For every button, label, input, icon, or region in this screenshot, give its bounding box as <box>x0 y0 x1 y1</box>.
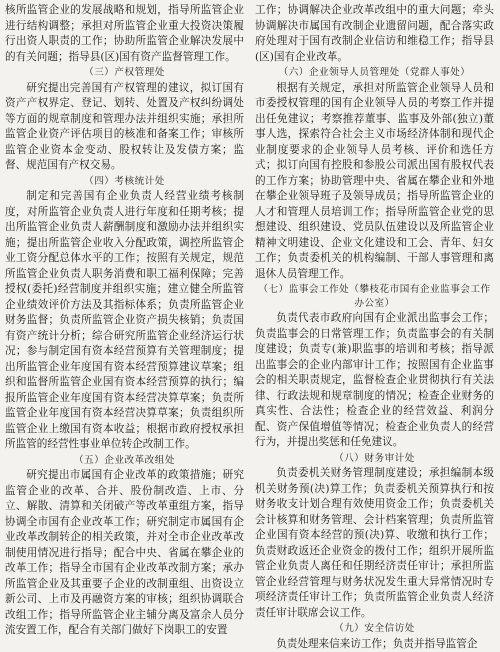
section-heading: （三）产权管理处 <box>5 65 244 81</box>
left-column <box>5 3 244 604</box>
body-paragraph: 工作；协调解决企业改革改组中的重大问题；牵头协调解决市属国有改制企业遗留问题，配合落实政府处理对于国有改制企业信访和维稳工作；指导县(区)国有企业改革。 <box>255 3 494 65</box>
body-paragraph: 核所监管企业的发展战略和规划，指导所监管企业进行结构调整；承担对所监管企业重大投资决策履行出资人职责的工作；协助所监管企业解决发展中的有关问题；指导县(区)国有资产监督管理工作。 <box>5 3 244 65</box>
body-paragraph: 研究提出市属国有企业改革的政策措施；研究监管企业的改革、合并、股份制改造、上市、分立、解散、清算和关闭破产等改革重组方案，指导协调全市国有企业改革工作；研究制定市属国有企业改革改制转企的相关政策，并对全市企业改革改制使用情况进行指导；配合中央、省属在攀企业的改革工作；指导全市国有企业改革改制方案；承办所监管企业及其重要子企业的改制重组、出资设立新公司、上市及再融资方案的审核；组织协调联合改组工作；指导所监管企业主辅分离及富余人员分流安置工作，配合有关部门做好下岗职工的安置 <box>5 468 244 639</box>
section-heading: （四）考核统计处 <box>5 174 244 190</box>
body-paragraph: 负责委机关财务管理制度建设；承担编制本级机关财务预(决)算工作；负责委机关预算执行和按财务收支计划合理有效使用资金工作；负责委机关会计核算和财务管理、会计档案管理；负责所监管企业国有资本经营的预(决)算、收缴和执行工作；负责财政返还企业资金的拨付工作；组织开展所监管企业负责人离任和任期经济责任审计；承担所监管企业经营管理与财务状况发生重大异常情况时专项经济责任审计工作；负责所监管企业负责人经济责任审计联席会议工作。 <box>255 466 494 621</box>
section-heading: （七）监事会工作处（攀枝花市国有企业监事会工作办公室） <box>255 282 494 311</box>
section-heading: （五）企业改革改组处 <box>5 453 244 469</box>
body-paragraph: 负责代表市政府向国有企业派出监事会工作；负责监事会的日常管理工作；负责监事会的有关制度建设；负责专(兼)职监事的培训和考核；指导派出监事会的企业内部审计工作；按照国有企业监事会的相关职责规定，监督检查企业贯彻执行有关法律、行政法规和规章制度的情况；检查企业财务的真实性、合法性；检查企业的经营效益、利润分配、资产保值增值等情况；检查企业负责人的经营行为，并提出奖惩和任免建议。 <box>255 311 494 451</box>
section-heading: （八）财务审计处 <box>255 451 494 467</box>
body-paragraph: 根据有关规定，承担对所监管企业领导人员和市委授权管理的国有企业领导人员的考察工作并提出任免建议；考察推荐董事、监事及外部(独立)董事人选，探索符合社会主义市场经济体制和现代企业制度要求的企业领导人员考核、评价和选任方式；拟订向国有控股和参股公司派出国有股权代表的工作方案；协助管理中央、省属在攀企业和外地在攀企业领导班子及领导成员；指导所监管企业的人才和管理人员培训工作；指导所监管企业党的思想建设、组织建设、党员队伍建设以及所监管企业精神文明建设、企业文化建设和工会、青年、妇女工作；负责委机关的机构编制、干部人事管理和离退休人员管理工作。 <box>255 81 494 283</box>
right-column <box>255 3 494 604</box>
section-heading: （六）企业领导人员管理处（党群人事处） <box>255 65 494 81</box>
section-heading: （九）安全信访处 <box>255 621 494 637</box>
body-paragraph: 制定和完善国有企业负责人经营业绩考核制度，对所监管企业负责人进行年度和任期考核；提出所监管企业负责人薪酬制度和激励办法并组织实施；提出所监管企业收入分配政策，调控所监管企业工资分配总体水平的工作；按照有关规定，规范所监管企业负责人职务消费和职工福利保障；完善授权(委托)经营制度并组织实施；建立健全所监管企业绩效评价方法及其指标体系；负责所监管企业财务监督；负责所监管企业资产损失核销；负责国有资产统计分析；综合研究所监管企业经济运行状况；参与制定国有资本经营预算有关管理制度；提出所监管企业年度国有资本经营预算建议草案；组织和监督所监管企业国有资本经营预算的执行；编报所监管企业年度国有资本经营决算草案；负责所监管企业年度国有资本经营决算草案；负责组织所监管企业上缴国有资本收益；根据市政府授权承担所监管的经营性事业单位转企改制工作。 <box>5 189 244 453</box>
body-paragraph: 负责处理来信来访工作；负责并指导监管企 <box>255 637 494 652</box>
body-paragraph: 研究提出完善国有产权管理的建议，拟订国有资产产权界定、登记、划转、处置及产权纠纷调处等方面的规章制度和管理办法并组织实施；承担所监管企业资产评估项目的核准和备案工作；审核所监管企业资本金变动、股权转让及发债方案；监督、规范国有产权交易。 <box>5 81 244 174</box>
